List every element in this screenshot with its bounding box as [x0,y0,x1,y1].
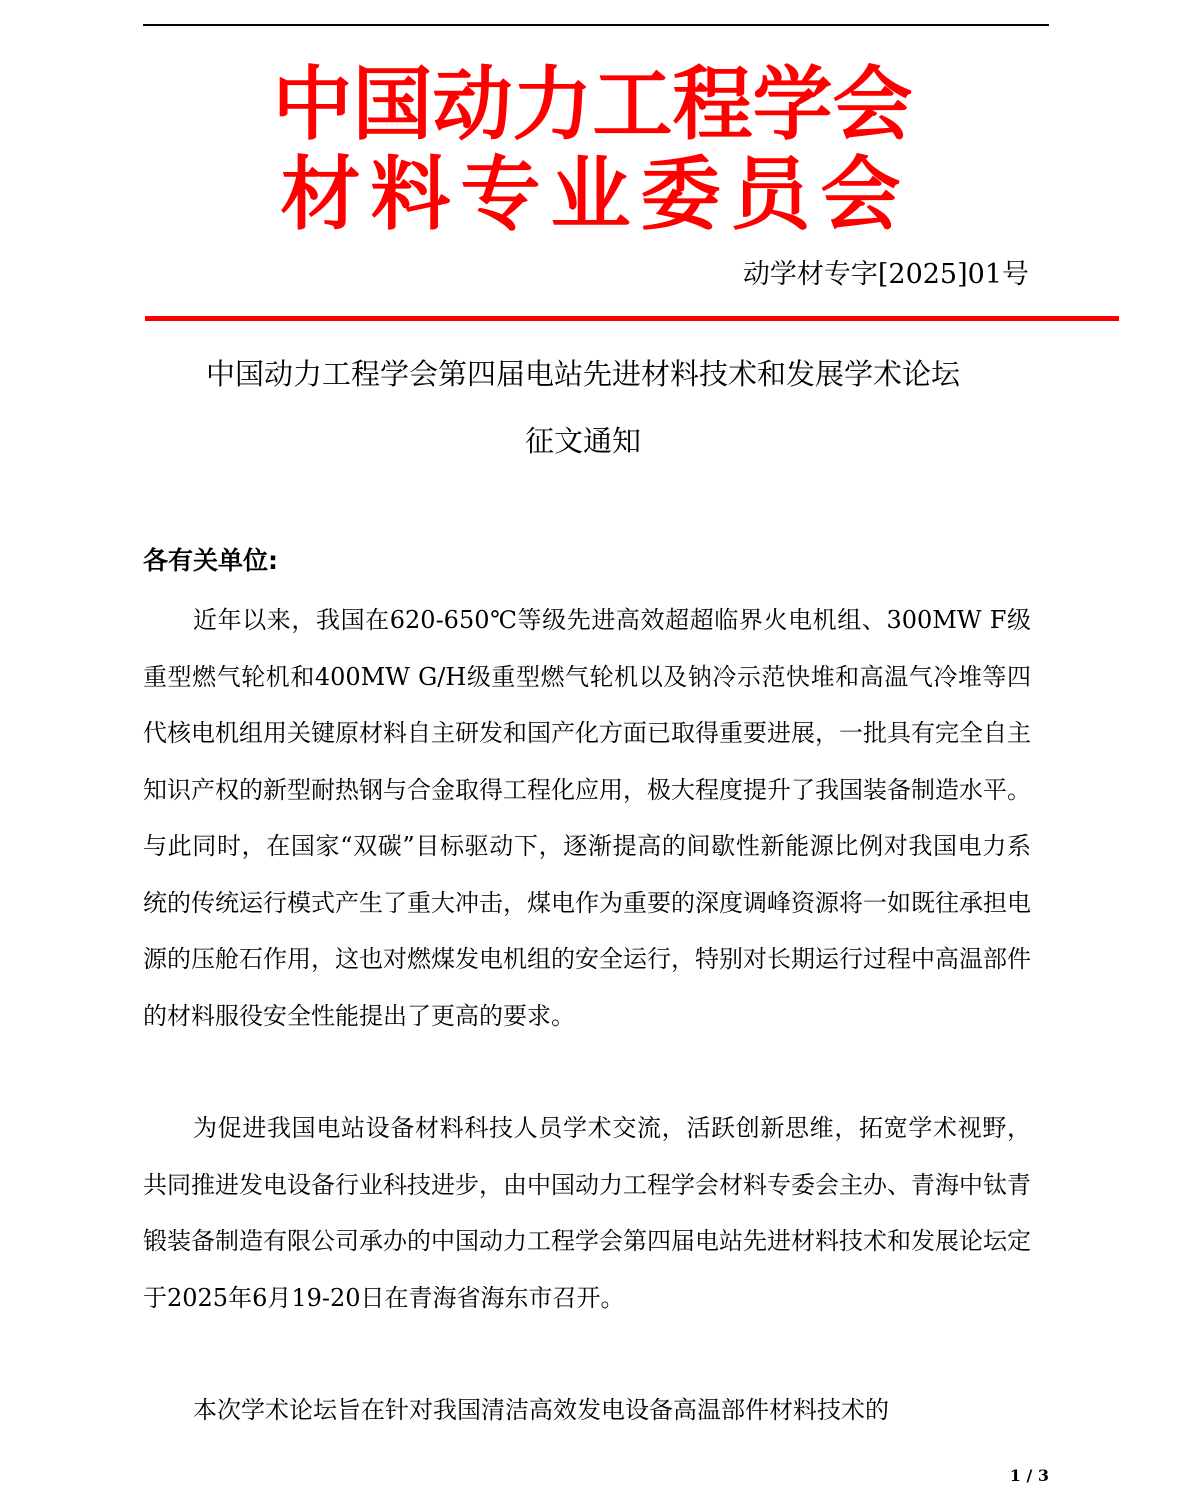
page-number: 1 / 3 [1009,1466,1049,1485]
salutation: 各有关单位: [143,546,278,575]
org-name-line2: 材料专业委员会 [280,148,911,241]
letterhead-red-rule [145,316,1119,321]
notice-title-line1: 中国动力工程学会第四届电站先进材料技术和发展学术论坛 [205,357,960,391]
top-rule [143,24,1049,26]
notice-title-line2: 征文通知 [524,424,641,458]
body-paragraph-2: 为促进我国电站设备材料科技人员学术交流，活跃创新思维，拓宽学术视野，共同推进发电设备行业科技进步，由中国动力工程学会材料专委会主办、青海中钛青锻装备制造有限公司承办的中国动力工程学会第四届电站先进材料技术和发展论坛定于2025年6月19-20日在青海省海东市召开。 [143,1114,1031,1312]
document-number: 动学材专字[2025]01号 [742,259,1029,290]
body-paragraph-1: 近年以来，我国在620-650℃等级先进高效超超临界火电机组、300MW F级重型燃气轮机和400MW G/H级重型燃气轮机以及钠冷示范快堆和高温气冷堆等四代核电机组用关键原材料自主研发和国产化方面已取得重要进展，一批具有完全自主知识产权的新型耐热钢与合金取得工程化应用，极大程度提升了我国装备制造水平。与此同时，在国家“双碳”目标驱动下，逐渐提高的间歇性新能源比例对我国电力系统的传统运行模式产生了重大冲击，煤电作为重要的深度调峰资源将一如既往承担电源的压舱石作用，这也对燃煤发电机组的安全运行，特别对长期运行过程中高温部件的材料服役安全性能提出了更高的要求。 [143,606,1031,1030]
org-name-line1: 中国动力工程学会 [272,58,913,151]
body-paragraph-3: 本次学术论坛旨在针对我国清洁高效发电设备高温部件材料技术的 [193,1396,889,1424]
